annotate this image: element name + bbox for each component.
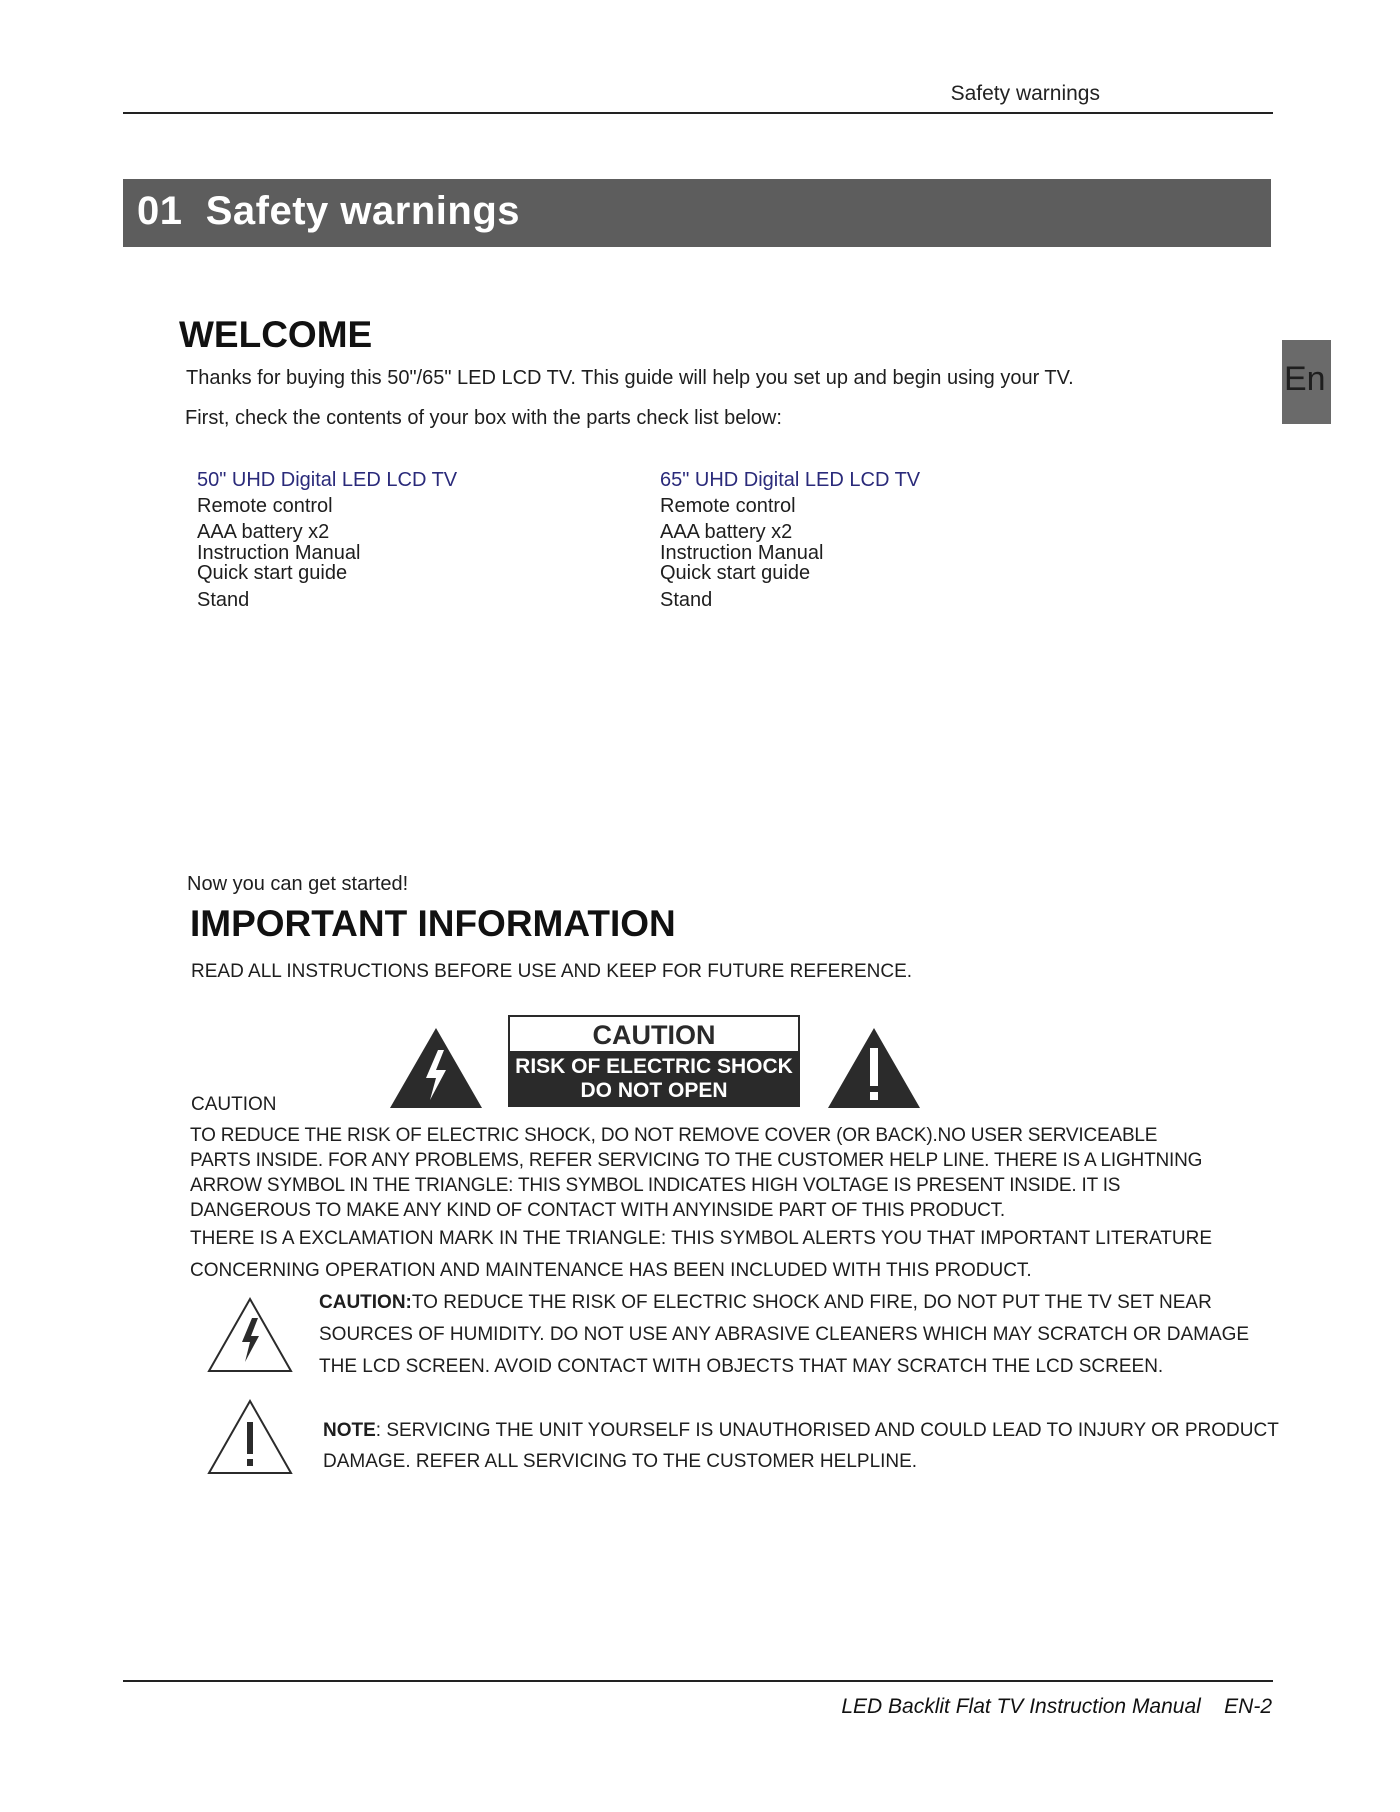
read-all-text: READ ALL INSTRUCTIONS BEFORE USE AND KEEP FOR FUTURE REFERENCE. <box>191 961 913 982</box>
header-rule <box>123 112 1273 114</box>
list-item: Instruction Manual <box>197 542 361 564</box>
section-number: 01 <box>137 189 183 233</box>
list-item: Remote control <box>197 495 333 517</box>
section-title-text: Safety warnings <box>205 189 520 233</box>
list-item: AAA battery x2 <box>197 521 330 543</box>
section-bar <box>123 179 1271 247</box>
exclamation-info-line1: THERE IS A EXCLAMATION MARK IN THE TRIANGLE: THIS SYMBOL ALERTS YOU THAT IMPORTANT LITERATURE <box>190 1228 1213 1249</box>
language-tab-label: En <box>1284 360 1326 398</box>
caution-humidity-text: TO REDUCE THE RISK OF ELECTRIC SHOCK AND FIRE, DO NOT PUT THE TV SET NEAR <box>411 1292 1212 1313</box>
caution-label: CAUTION <box>191 1094 277 1115</box>
list-item: Quick start guide <box>660 562 811 584</box>
list-item: Quick start guide <box>197 562 348 584</box>
running-header: Safety warnings <box>950 82 1100 105</box>
parts-list-50 <box>197 469 457 611</box>
list-item: 65" UHD Digital LED LCD TV <box>660 469 921 491</box>
shock-warning-text: TO REDUCE THE RISK OF ELECTRIC SHOCK, DO NOT REMOVE COVER (OR BACK).NO USER SERVICEABLE PARTS INSIDE. FOR ANY PROBLEMS, REFER SERVICING TO THE CUSTOMER HELP LINE. THERE IS A LIGHTNING ARROW SYMBOL IN THE TRIANGLE: THIS SYMBOL INDICATES HIGH VOLTAGE IS PRESENT INSIDE. IT IS DANGEROUS TO MAKE ANY KIND OF CONTACT WITH ANYINSIDE PART OF THIS PRODUCT. <box>190 1125 1203 1221</box>
caution-box-line2: DO NOT OPEN <box>580 1079 728 1102</box>
footer-text: LED Backlit Flat TV Instruction Manual EN-2 <box>841 1695 1272 1718</box>
caution-box-line1: RISK OF ELECTRIC SHOCK <box>515 1055 793 1078</box>
important-heading: IMPORTANT INFORMATION <box>190 903 676 944</box>
welcome-heading: WELCOME <box>179 314 373 355</box>
caution-humidity-line3: THE LCD SCREEN. AVOID CONTACT WITH OBJECTS THAT MAY SCRATCH THE LCD SCREEN. <box>319 1356 1164 1377</box>
caution-bold-label: CAUTION: <box>319 1292 412 1313</box>
list-item: 50" UHD Digital LED LCD TV <box>197 469 458 491</box>
caution-humidity-line1 <box>319 1292 1212 1314</box>
caution-humidity-line2: SOURCES OF HUMIDITY. DO NOT USE ANY ABRASIVE CLEANERS WHICH MAY SCRATCH OR DAMAGE <box>319 1324 1250 1345</box>
list-item: Stand <box>660 589 713 611</box>
exclamation-warning-icon <box>826 1026 922 1110</box>
caution-box-title: CAUTION <box>510 1017 798 1051</box>
list-item: AAA battery x2 <box>660 521 793 543</box>
list-item: Stand <box>197 589 250 611</box>
parts-list-65 <box>660 469 920 611</box>
get-started-text: Now you can get started! <box>187 873 409 895</box>
lightning-warning-icon <box>388 1026 484 1110</box>
lightning-outline-icon <box>206 1296 294 1374</box>
note-line2: DAMAGE. REFER ALL SERVICING TO THE CUSTOMER HELPLINE. <box>323 1451 918 1472</box>
caution-label-box <box>508 1015 800 1107</box>
checklist-intro: First, check the contents of your box with the parts check list below: <box>185 407 782 429</box>
language-tab <box>1282 340 1331 424</box>
section-title <box>137 189 520 234</box>
welcome-intro: Thanks for buying this 50"/65" LED LCD TV. This guide will help you set up and begin using your TV. <box>186 367 1074 389</box>
list-item: Instruction Manual <box>660 542 824 564</box>
note-line1 <box>323 1420 1279 1442</box>
note-text: : SERVICING THE UNIT YOURSELF IS UNAUTHORISED AND COULD LEAD TO INJURY OR PRODUCT <box>375 1420 1279 1441</box>
note-bold-label: NOTE <box>323 1420 376 1441</box>
list-item: Remote control <box>660 495 796 517</box>
exclamation-info-line2: CONCERNING OPERATION AND MAINTENANCE HAS BEEN INCLUDED WITH THIS PRODUCT. <box>190 1260 1032 1281</box>
exclamation-outline-icon <box>206 1398 294 1476</box>
footer-rule <box>123 1680 1273 1682</box>
